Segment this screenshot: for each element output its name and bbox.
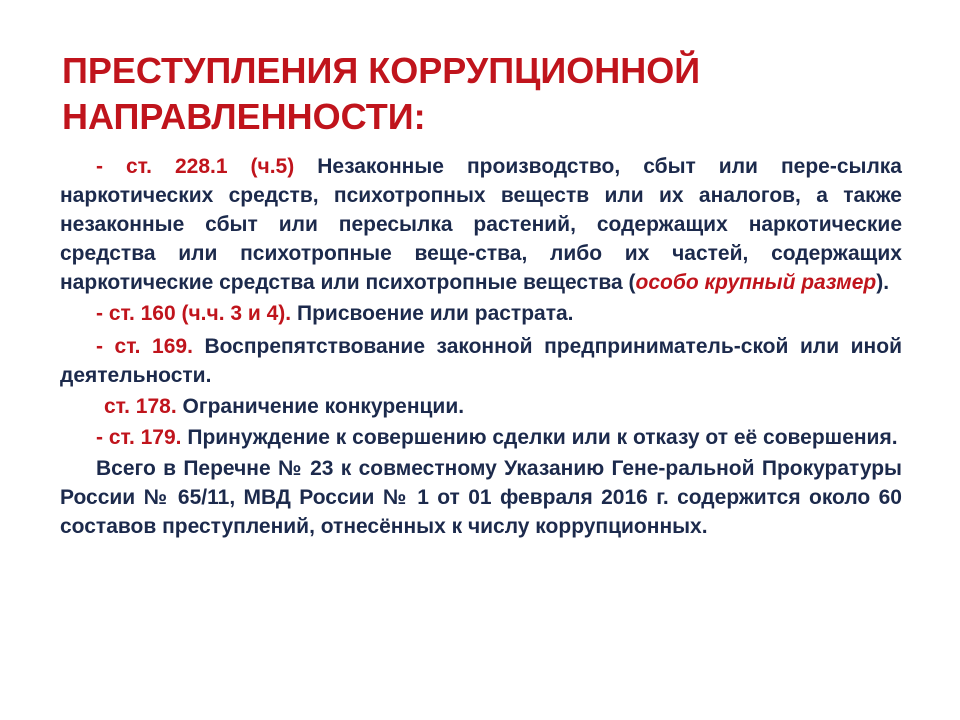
- item-article-178: [60, 392, 902, 421]
- article-ref: - ст. 228.1 (ч.5): [96, 155, 295, 178]
- article-text: Воспрепятствование законной предприниматель-ской или иной деятельности.: [60, 335, 902, 387]
- summary-paragraph: Всего в Перечне № 23 к совместному Указанию Гене-ральной Прокуратуры России № 65/11, МВД России № 1 от 01 февраля 2016 г. содержится около 60 составов преступлений, отнесённых к числу коррупционных.: [60, 457, 902, 538]
- item-article-169: [60, 332, 902, 390]
- article-text: Принуждение к совершению сделки или к отказу от её совершения.: [187, 426, 898, 449]
- item-article-160: [60, 299, 902, 328]
- article-text: Присвоение или растрата.: [296, 302, 574, 325]
- item-article-179: [60, 423, 902, 452]
- slide-body: [60, 152, 902, 541]
- item-article-228-1: [60, 152, 902, 297]
- article-ref: - ст. 160 (ч.ч. 3 и 4).: [96, 302, 292, 325]
- article-text: Ограничение конкуренции.: [182, 395, 465, 418]
- slide-title: ПРЕСТУПЛЕНИЯ КОРРУПЦИОННОЙ НАПРАВЛЕННОСТИ:: [62, 50, 701, 137]
- article-ref: - ст. 169.: [96, 335, 193, 358]
- article-emphasis: особо крупный размер: [635, 271, 877, 294]
- article-text: Незаконные производство, сбыт или пере-сылка наркотических средств, психотропных веществ или их аналогов, а также незаконные сбыт или пересылка растений, содержащих наркотические средства или психотропные веще-ства, либо их частей, содержащих наркотические средства или психотропные вещества (: [60, 155, 902, 294]
- article-ref: - ст. 179.: [96, 426, 182, 449]
- article-ref: ст. 178.: [104, 395, 177, 418]
- article-text-end: ).: [876, 271, 890, 294]
